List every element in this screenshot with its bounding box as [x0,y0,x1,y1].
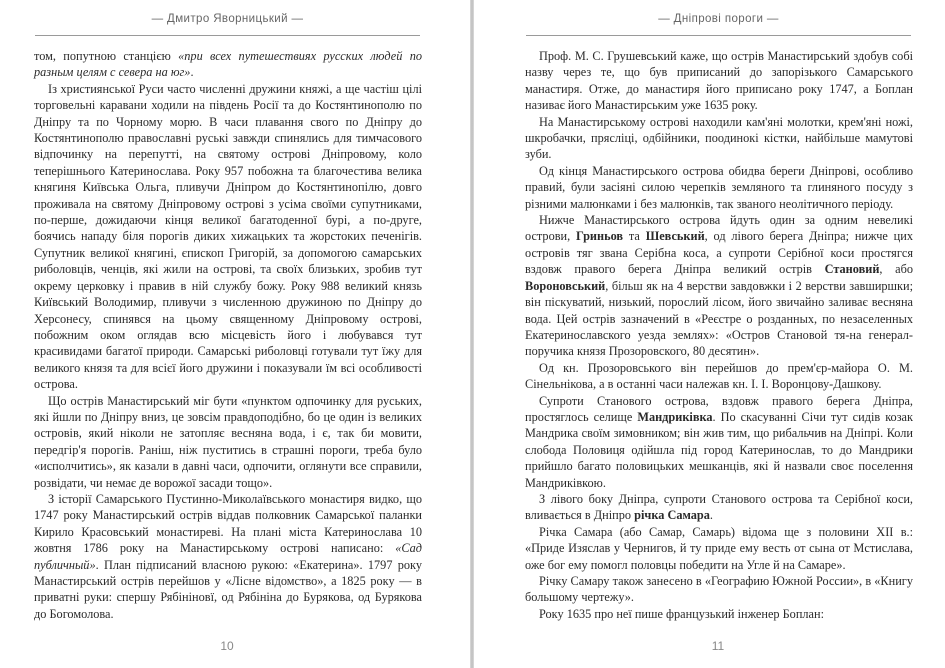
text-run: та [623,229,646,244]
text-run: З історії Самарського Пустинно-Миколаївського монастиря видко, що 1747 року Манастирський острів віддав полковник Самарської паланки Кирило Красовський монастиреві. На плані міста Катеринослава 10 жовтня 1786 року на Манастирському острові написано: [34,491,422,556]
paragraph [525,606,913,622]
text-run: . По скасуванні Січи тут сидів козак Мандрика своїм зимовником; він жив тим, що рибальчив на Дніпрі. Коли слобода Половиця одійшла під город Катеринослав, то до Мандрики прийшло багато половицьких мешканців, які й назвали своє поселення Мандриківкою. [525,409,913,490]
paragraph [525,393,913,491]
text-run: Нижче Манастирського острова йдуть один за одним невеликі острови, [525,213,913,244]
paragraph [34,393,422,491]
text-run: Проф. М. С. Грушевський каже, що острів Манастирський здобув собі назву через те, що був приписаний до запорізького Самарського манастиря. Отже, до манастиря його приписано року 1747, а Боплан називає його Манастирським уже 1635 року. [525,49,913,113]
running-header-right: — Дніпрові пороги — [526,13,911,36]
text-run: На Манастирському острові находили кам'яні молотки, крем'яні ножі, шкробачки, прясліці, одбійники, поодинокі кістки, найбільше мамутові зуби. [525,114,913,162]
paragraph [525,360,913,393]
text-run: Од кінця Манастирського острова обидва береги Дніпрові, особливо правий, були засіяні силою черепків земляного та глиняного посуду з різними малюнками і без малюнків, так званого неолітичного періоду. [525,163,913,211]
text-run: Річку Самару також занесено в «Географию Южной России», в «Книгу большому чертежу». [525,574,913,605]
paragraph [525,163,913,212]
text-run: , більш як на 4 верстви завдовжки і 2 верстви завширшки; він піскуватий, низький, порослий лісом, його звичайно заливає весняна вода. Цей острів зазначений в «Реєстре о розданных, по незаселенных Екатеринославского уезда землях»: «Остров Становой тя-на генерал-поручика князя Прозоровского, 80 десятин». [525,278,913,359]
text-run: Супроти Станового острова, вздовж правого берега Дніпра, простяглось селище [525,393,913,424]
italic-quote: «при всех путешествиях русских людей по разным целям с севера на юг» [34,49,422,80]
paragraph [525,491,913,524]
text-run: Року 1635 про неї пише французький інженер Боплан: [539,606,825,621]
paragraph [525,524,913,573]
text-run: . [709,508,713,523]
left-page [0,0,470,668]
bold-term: Вороновський [525,278,606,293]
text-run: Річка Самара (або Самар, Самарь) відома ще з половини XII в.: «Приде Изяслав у Чернигов, й ту приде ему весть от сына от Мстислава, оже бог ему помогл половцы победити на Угле й на Самаре». [525,524,913,572]
text-run: том, попутною станцією [34,49,179,63]
text-run: Із християнської Руси часто численні дружини княжі, а ще частіш цілі торговельні каравани ходили на південь Росії та до Костянтинополю по Дніпру та по Чорному морю. В часи плавання свого по Дніпру до Костянтинополю православні руські завжди спинялись для тимчасового відпочинку на перепутті, на святому острові Дніпровому, коло теперішнього Катеринослава. Року 957 побожна та благочестива велика княгиня Київська Ольга, пливучи Дніпром до Костянтинопілю, довго проживала на святому Дніпровому острові з усіма своїми супутниками, по-перше, дожидаючи кінця великої багатоденної бурі, а по-друге, боячись нападу біля порогів диких хижацьких та жорстоких печенігів. Супутник великої княгині, єпископ Григорій, за допомогою самарських риболовців, ченців, які жили на острові, та своїх близьких, зробив тут окрему церковку і правив в ній службу божу. Року 988 великий князь Київський Володимир, пливучи з численною дружиною по Дніпру до Херсонесу, спинявся на цьому священному Дніпровому острові, побожним оком оглядав всю місцевість його і любувався тут красивидами багатої природи. Самарські риболовці готували тут їжу для великого князя та для всієї його дружини і показували їм всі особливості острова. [34,81,422,392]
paragraph [34,81,422,393]
text-run: . [190,65,194,80]
text-run: З лівого боку Дніпра, супроти Станового острова та Серібної коси, вливається в Дніпро [525,491,913,523]
bold-term: Становий [824,262,880,277]
paragraph [34,48,422,81]
paragraph [525,48,913,114]
running-header-left: — Дмитро Яворницький — [35,13,420,36]
bold-term: річка Самара [634,508,710,523]
text-run: Од кн. Прозоровського він перейшов до прем'єр-майора О. М. Сінельнікова, а в останні часи належав кн. І. І. Воронцову-Дашкову. [525,360,913,392]
paragraph [525,212,913,360]
left-page-body [34,48,422,622]
page-number-right: 11 [711,639,725,653]
bold-term: Шевський [645,229,705,244]
right-page-body [525,48,913,622]
paragraph [525,573,913,606]
paragraph [34,491,422,622]
text-run: . План підписаний власною рукою: «Екатерина». 1797 року Манастирський острів перейшов у «Лісне відомство», а 1825 року — в приватні руки: спершу Рябініновї, од Рябініна до Бурякова, од Бурякова до Богомолова. [34,557,422,621]
italic-quote: «Сад публичный» [34,541,422,572]
text-run: , або [879,262,913,277]
paragraph [525,114,913,163]
bold-term: Гриньов [576,229,624,244]
right-page [474,0,945,668]
page-number-left: 10 [220,639,234,653]
text-run: Що острів Манастирський міг бути «пунктом одпочинку для руських, які йшли по Дніпру вниз, це зовсім правдоподібно, бо це один із великих островів, який ніколи не затопляє весняна вода, і є, так би мовити, передгір'я порогів. Раніш, ніж пуститись в страшні пороги, треба було «исполчитись», як казали в давні часи, одпочити, оглянути все справили, розвідати, чи немає де ворожої засади тощо». [34,393,422,490]
text-run: , од лівого берега Дніпра; нижче цих островів тяг звана Серібна коса, а супроти Серібної коси простягся вздовж правого берега Дніпра великий острів [525,229,913,277]
bold-term: Мандриківка [637,409,713,424]
